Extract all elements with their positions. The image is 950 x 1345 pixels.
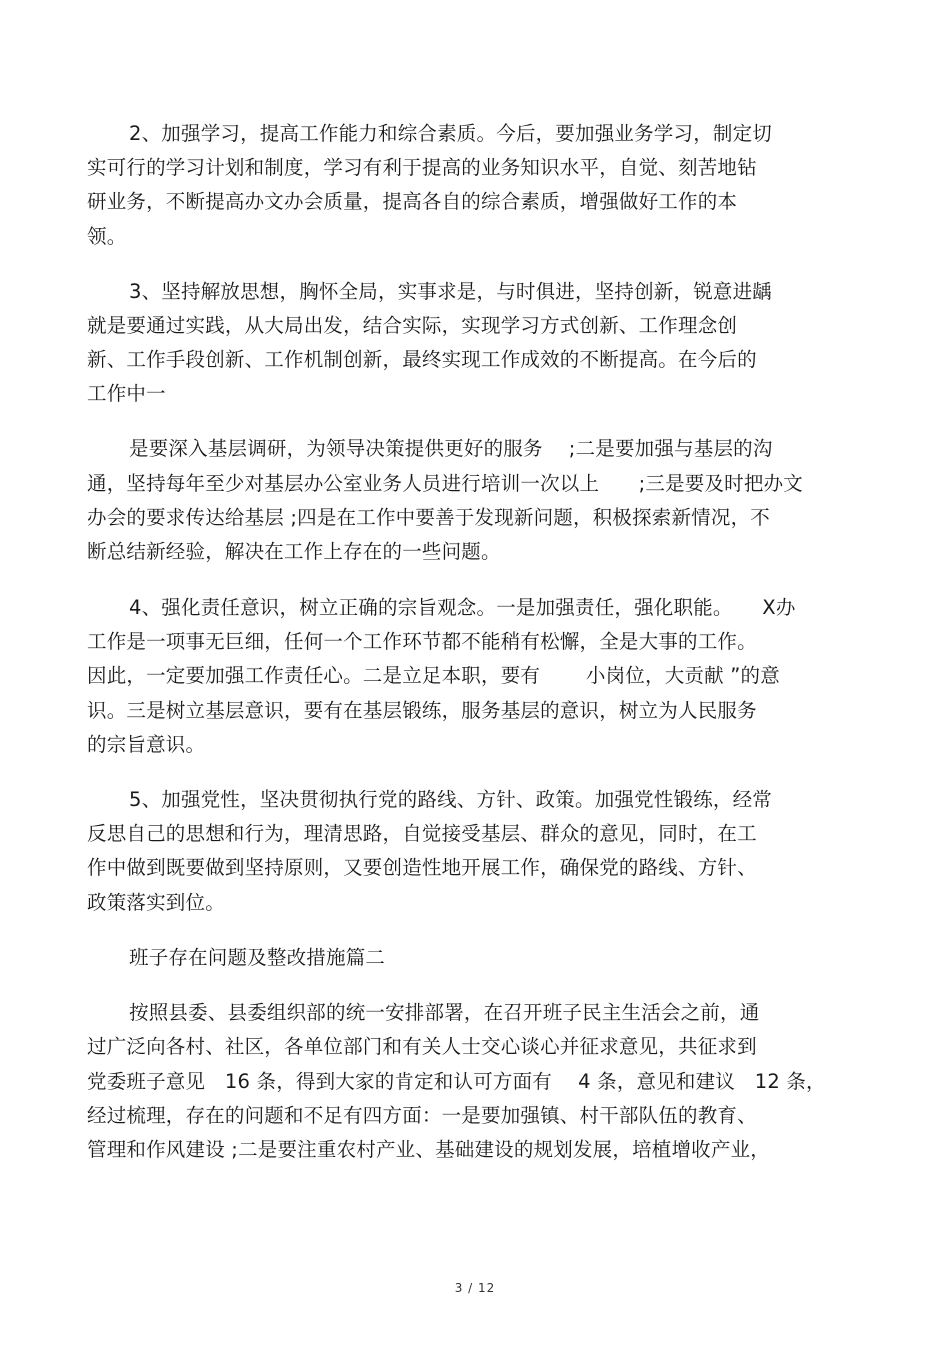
text-line: 4、强化责任意识，树立正确的宗旨观念。一是加强责任，强化职能。 X办 bbox=[129, 596, 796, 619]
text-line: 按照县委、县委组织部的统一安排部署，在召开班子民主生活会之前，通 bbox=[129, 1001, 760, 1024]
text-line: 过广泛向各村、社区，各单位部门和有关人士交心谈心并征求意见，共征求到 bbox=[87, 1035, 757, 1058]
text-line: 经过梳理，存在的问题和不足有四方面：一是要加强镇、村干部队伍的教育、 bbox=[87, 1104, 757, 1127]
text-line: 因此，一定要加强工作责任心。二是立足本职，要有 小岗位，大贡献 ”的意 bbox=[87, 664, 780, 687]
text-line: 的宗旨意识。 bbox=[87, 733, 206, 756]
text-line: 通，坚持每年至少对基层办公室业务人员进行培训一次以上 ;三是要及时把办文 bbox=[87, 472, 803, 495]
text-line: 工作中一 bbox=[87, 382, 166, 405]
text-line: 作中做到既要做到坚持原则，又要创造性地开展工作，确保党的路线、方针、 bbox=[87, 856, 757, 879]
text-line: 管理和作风建设 ;二是要注重农村产业、基础建设的规划发展，培植增收产业， bbox=[87, 1138, 770, 1161]
text-line: 领。 bbox=[87, 225, 127, 248]
text-line: 工作是一项事无巨细，任何一个工作环节都不能稍有松懈，全是大事的工作。 bbox=[87, 630, 757, 653]
text-line: 政策落实到位。 bbox=[87, 891, 225, 914]
text-line: 5、加强党性，坚决贯彻执行党的路线、方针、政策。加强党性锻练，经常 bbox=[129, 788, 773, 811]
text-line: 党委班子意见 16 条，得到大家的肯定和认可方面有 4 条，意见和建议 12 条， bbox=[87, 1070, 826, 1093]
text-line: 2、加强学习，提高工作能力和综合素质。今后，要加强业务学习，制定切 bbox=[129, 122, 773, 145]
page-number: 3 / 12 bbox=[454, 1281, 496, 1295]
text-line: 3、坚持解放思想，胸怀全局，实事求是，与时俱进，坚持创新，锐意进龋 bbox=[129, 280, 773, 303]
text-line: 新、工作手段创新、工作机制创新，最终实现工作成效的不断提高。在今后的 bbox=[87, 348, 757, 371]
text-line: 办会的要求传达给基层 ;四是在工作中要善于发现新问题，积极探索新情况，不 bbox=[87, 506, 770, 529]
text-line: 断总结新经验，解决在工作上存在的一些问题。 bbox=[87, 540, 501, 563]
text-line: 就是要通过实践，从大局出发，结合实际，实现学习方式创新、工作理念创 bbox=[87, 314, 738, 337]
section-title: 班子存在问题及整改措施篇二 bbox=[129, 946, 386, 969]
text-line: 反思自己的思想和行为，理清思路，自觉接受基层、群众的意见，同时，在工 bbox=[87, 822, 757, 845]
text-line: 实可行的学习计划和制度，学习有利于提高的业务知识水平，自觉、刻苦地钻 bbox=[87, 156, 757, 179]
text-line: 研业务，不断提高办文办会质量，提高各自的综合素质，增强做好工作的本 bbox=[87, 190, 738, 213]
text-line: 是要深入基层调研，为领导决策提供更好的服务 ;二是要加强与基层的沟 bbox=[129, 437, 773, 460]
text-line: 识。三是树立基层意识，要有在基层锻练，服务基层的意识，树立为人民服务 bbox=[87, 699, 757, 722]
